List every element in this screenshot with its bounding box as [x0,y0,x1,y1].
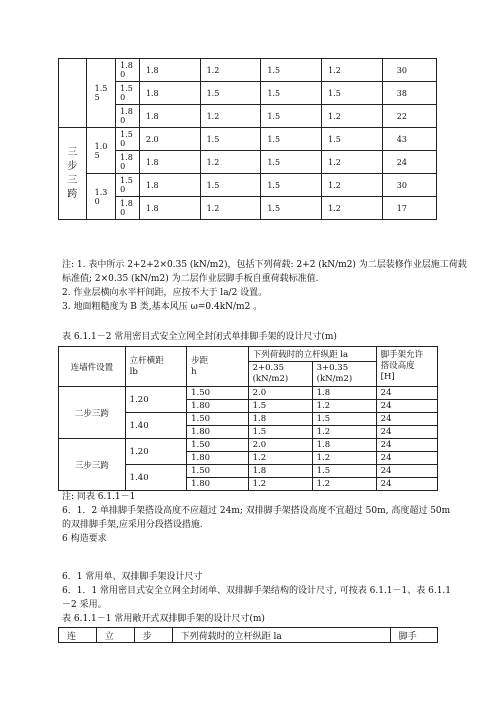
section-heading-6: 6 构造要求 [62,534,107,544]
table-cell: 24 [376,413,437,426]
table-cell: 1.5 [312,465,376,478]
table-cell: 1.50 [187,387,248,400]
t3-col-header-0: 连 [59,628,97,643]
table-cell: 1.2 [200,197,261,220]
step-value: 1.8 0 [116,197,140,220]
table-cell: 1.5 [200,174,261,197]
table-1-title: 表 6.1.1－1 常用敞开式双排脚手架的设计尺寸(m) [62,614,265,624]
table-cell: 1.2 [200,151,261,174]
table-cell: 1.8 [312,387,376,400]
table-cell: 24 [376,387,437,400]
table-cell: 24 [376,400,437,413]
section-heading-6-1: 6．1 常用单、双排脚手架设计尺寸 [62,572,203,582]
table-cell: 1.8 [139,105,200,128]
table-cell: 1.5 [261,128,322,151]
double-row-scaffold-table [58,627,438,643]
table-cell: 1.2 [322,59,383,82]
note-line-1: 注: 1. 表中所示 2+2+2×0.35 (kN/m2)，包括下列荷载: 2+2 (kN/m2) 为二层装修作业层施工荷载 [62,260,467,270]
clause-6-1-1: 6．1．1 常用密目式安全立网全封闭单、双排脚手架结构的设计尺寸, 可按表 6.1.1－1、表 6.1.1 [62,586,452,596]
table-cell: 1.5 [312,413,376,426]
table-cell: 1.5 [200,82,261,105]
table-row [59,174,437,197]
table-cell: 1.50 [187,439,248,452]
height-value: 43 [382,128,436,151]
table-cell: 1.2 [322,151,383,174]
table-cell: 1.2 [200,105,261,128]
table-cell: 1.8 [139,197,200,220]
vertical-char: 步 [67,160,78,172]
height-value: 38 [382,82,436,105]
step-value: 1.8 0 [116,105,140,128]
table-cell: 1.2 [312,426,376,439]
single-row-scaffold-table [58,346,438,491]
design-size-table-continued [58,58,437,220]
table-cell: 1.8 [248,413,312,426]
lb-value: 1.5 5 [86,59,115,128]
lb-value: 1.20 [125,387,186,413]
wall-tie-setting: 二步三跨 [59,387,126,439]
table-cell: 1.50 [187,465,248,478]
table-row [59,105,437,128]
vertical-char: 跨 [67,188,78,200]
note-line-3: 2. 作业层横向水平杆间距，应按不大于 la/2 设置。 [62,288,268,298]
table-row [59,151,437,174]
table-row [59,439,438,452]
note-line-2: 标准值; 2×0.35 (kN/m2) 为二层作业层脚手板自重荷载标准值. [62,274,319,284]
lb-value: 1.0 5 [86,128,115,174]
table-cell: 24 [376,426,437,439]
table-cell: 1.5 [261,174,322,197]
table-cell: 1.50 [187,413,248,426]
col-header-la: 下列荷载时的立杆纵距 la [248,347,376,362]
note-line-4: 3. 地面粗糙度为 B 类,基本风压 ω=0.4kN/m2 。 [62,302,263,312]
table-cell: 1.5 [322,128,383,151]
table-cell: 1.8 [139,174,200,197]
wall-tie-setting: 三步三跨 [59,439,126,491]
clause-6-1-1-cont: －2 采用。 [62,600,107,610]
table-cell: 1.80 [187,426,248,439]
table-cell: 1.8 [139,59,200,82]
table-cell: 1.5 [261,105,322,128]
table-cell: 1.5 [261,197,322,220]
table-cell: 1.5 [261,151,322,174]
step-value: 1.8 0 [116,59,140,82]
table-cell: 1.8 [248,465,312,478]
col-header-la-load-2: 3+0.35 (kN/m2) [312,362,376,387]
table-cell: 1.8 [139,82,200,105]
lb-value: 1.40 [125,413,186,439]
col-header-lb: 立杆横距 lb [125,347,186,387]
table-cell: 1.2 [322,197,383,220]
table-cell: 1.2 [200,59,261,82]
step-value: 1.5 0 [116,174,140,197]
col-header-wall-ties: 连墙件设置 [59,347,126,387]
table-cell: 1.2 [248,478,312,491]
table-cell: 1.5 [261,59,322,82]
table-cell: 1.80 [187,400,248,413]
table-cell: 1.2 [312,452,376,465]
t3-col-header-3: 下列荷载时的立杆纵距 la [172,628,390,643]
table-cell: 1.2 [322,105,383,128]
note2-line-3: 的双排脚手架,应采用分段搭设措施. [62,520,203,530]
table-cell: 1.8 [139,151,200,174]
table-row [59,128,437,151]
col-header-height: 脚手架允许 搭设高度 [H] [376,347,437,387]
note2-line-2: 6．1．2 单排脚手架搭设高度不应超过 24m; 双排脚手架搭设高度不宜超过 50m, 高度超过 50m [62,506,451,516]
table-cell: 1.2 [312,478,376,491]
table-row [59,59,437,82]
table-row [59,197,437,220]
table-cell: 1.5 [261,82,322,105]
table-cell: 1.2 [248,452,312,465]
col-header-la-load-1: 2+0.35 (kN/m2) [248,362,312,387]
table-cell: 1.2 [312,400,376,413]
lb-value: 1.20 [125,439,186,465]
table-cell: 1.5 [248,426,312,439]
t3-col-header-4: 脚手 [390,628,437,643]
table-cell: 1.5 [200,128,261,151]
table-cell: 24 [376,452,437,465]
table-row [59,82,437,105]
table-cell: 2.0 [248,439,312,452]
height-value: 24 [382,151,436,174]
table-2-title: 表 6.1.1－2 常用密目式安全立网全封闭式单排脚手架的设计尺寸(m) [62,332,337,342]
height-value: 17 [382,197,436,220]
height-value: 30 [382,59,436,82]
table-cell: 1.80 [187,452,248,465]
lb-value: 1.40 [125,465,186,491]
table-cell: 1.80 [187,478,248,491]
vertical-char: 三 [67,146,78,158]
table-cell: 2.0 [248,387,312,400]
group-label-empty [59,59,87,128]
table-cell: 1.2 [322,174,383,197]
step-value: 1.5 0 [116,82,140,105]
table-cell: 24 [376,465,437,478]
height-value: 30 [382,174,436,197]
table-cell: 24 [376,439,437,452]
table-row [59,387,438,400]
table-cell: 24 [376,478,437,491]
vertical-char: 三 [67,174,78,186]
col-header-step: 步距 h [187,347,248,387]
t3-col-header-2: 步 [134,628,172,643]
group-label-three-step-three-span [59,128,87,220]
table-cell: 1.5 [248,400,312,413]
t3-col-header-1: 立 [96,628,134,643]
lb-value: 1.3 0 [86,174,115,220]
step-value: 1.8 0 [116,151,140,174]
height-value: 22 [382,105,436,128]
note2-line-1: 注: 同表 6.1.1－1 [62,492,136,502]
table-cell: 2.0 [139,128,200,151]
table-cell: 1.5 [322,82,383,105]
table-cell: 1.8 [312,439,376,452]
step-value: 1.5 0 [116,128,140,151]
